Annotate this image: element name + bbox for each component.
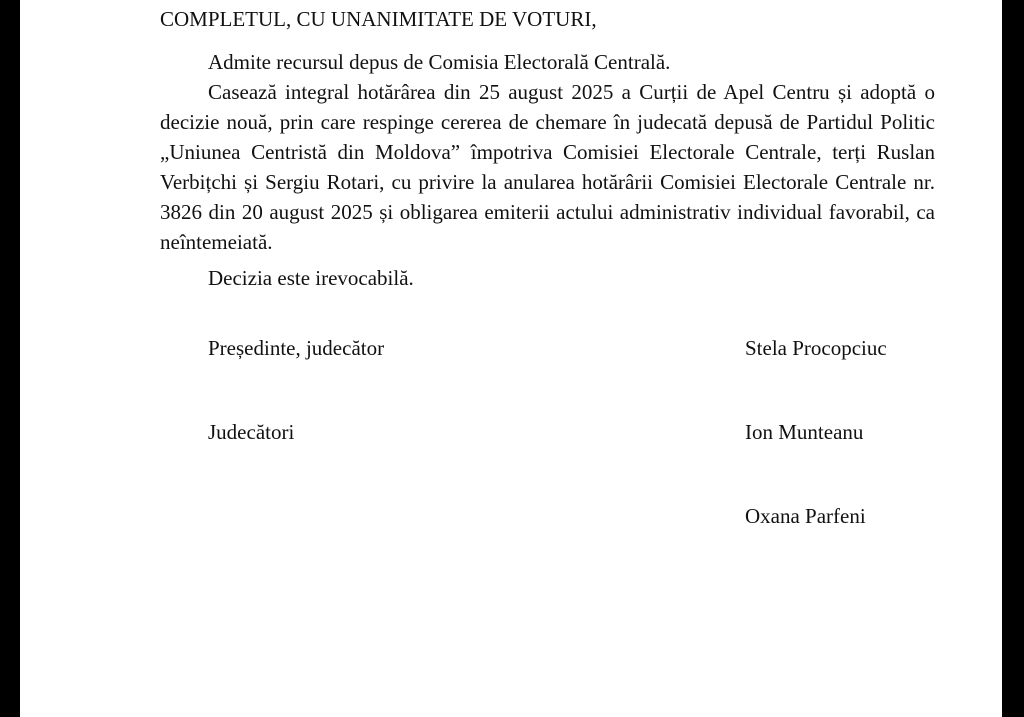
signature-name: Stela Procopciuc [745,336,887,360]
paragraph-irevocabila: Decizia este irevocabilă. [208,266,414,290]
signature-name: Oxana Parfeni [745,504,866,528]
paragraph-admite: Admite recursul depus de Comisia Electorală Centrală. [208,50,671,74]
signature-row-presedinte [208,333,968,363]
signature-label: Judecători [208,420,295,444]
decision-heading: COMPLETUL, CU UNANIMITATE DE VOTURI, [160,7,597,31]
signature-row-judecator-2 [208,501,968,531]
signature-label: Președinte, judecător [208,336,385,360]
paragraph-caseaza: Casează integral hotărârea din 25 august 2025 a Curții de Apel Centru și adoptă o decizie nouă, prin care respinge cererea de chemare în judecată depusă de Partidul Politic „Uniunea Centristă din Moldova” împotriva Comisiei Electorale Centrale, terți Ruslan Verbițchi și Sergiu Rotari, cu privire la anularea hotărârii Comisiei Electorale Centrale nr. 3826 din 20 august 2025 și obligarea emiterii actului administrativ individual favorabil, ca neîntemeiată. [160,80,935,254]
viewer-scrollbar[interactable] [1002,0,1024,717]
signature-name: Ion Munteanu [745,420,864,444]
signature-row-judecatori [208,417,968,447]
document-page [20,0,1002,717]
